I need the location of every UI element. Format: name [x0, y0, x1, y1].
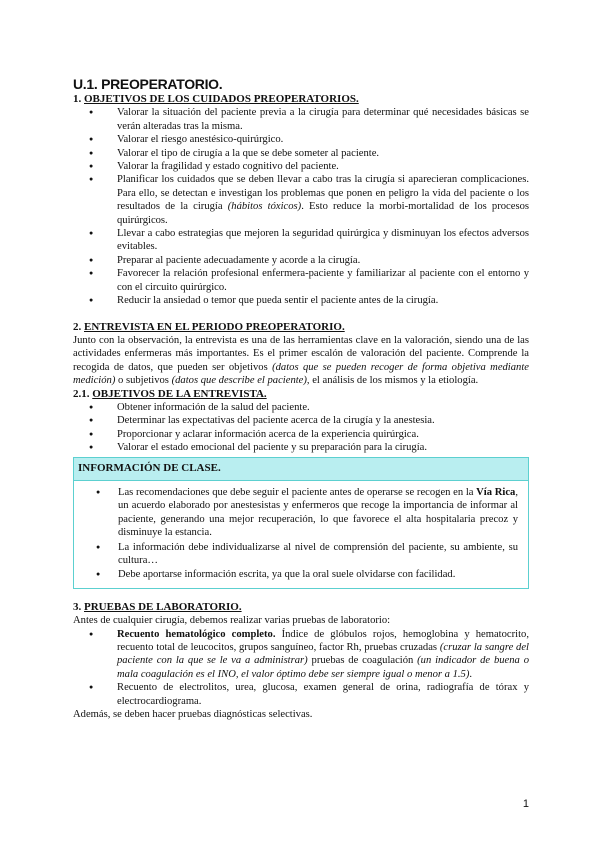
page-number: 1: [522, 798, 529, 810]
section-1-title: OBJETIVOS DE LOS CUIDADOS PREOPERATORIOS.: [84, 93, 359, 105]
class-info-heading: INFORMACIÓN DE CLASE.: [74, 458, 528, 481]
list-item: ● Valorar el tipo de cirugía a la que se debe someter al paciente.: [117, 147, 529, 160]
section-3-outro: Además, se deben hacer pruebas diagnósticas selectivas.: [73, 709, 313, 721]
class-info-list: [78, 486, 518, 582]
section-2-title: ENTREVISTA EN EL PERIODO PREOPERATORIO.: [84, 320, 345, 333]
document-title: U.1. PREOPERATORIO.: [73, 76, 223, 92]
section-1-heading: [73, 93, 529, 106]
lab-italic-2: (un indicador de buena o mala coagulación es el INO, el valor óptimo debe ser siempre igual o menor a 1.5): [117, 655, 529, 680]
section-2-heading: [73, 321, 529, 334]
list-item: ● Preparar al paciente adecuadamente y acorde a la cirugía.: [117, 254, 529, 267]
list-item: ● Favorecer la relación profesional enfermera-paciente y familiarizar al paciente con el entorno y con el circuito quirúrgico.: [117, 267, 529, 294]
para-text-c: , el análisis de los mismos y la etiología.: [306, 375, 479, 387]
info-text-a: Las recomendaciones que debe seguir el paciente antes de operarse se recogen en la: [118, 486, 477, 498]
lab-italic-1: (cruzar la sangre del paciente con la que se le va a administrar): [117, 642, 530, 667]
para-text-b: o subjetivos: [115, 375, 172, 387]
list-item: ● Obtener información de la salud del paciente.: [117, 401, 529, 414]
section-2-paragraph: [73, 334, 529, 388]
section-3-list: [73, 628, 529, 708]
section-3-heading: [73, 601, 529, 614]
lab-text-b: pruebas de coagulación: [307, 655, 418, 667]
section-3-intro: Antes de cualquier cirugía, debemos realizar varias pruebas de laboratorio:: [73, 615, 391, 627]
list-item: [117, 628, 529, 682]
list-item: ● Valorar el estado emocional del paciente y su preparación para la cirugía.: [117, 441, 529, 454]
section-3-number: 3.: [73, 600, 82, 613]
plan-text-b: . Esto reduce la morbi-mortalidad de los procesos quirúrgicos.: [117, 201, 529, 226]
list-item: ● Proporcionar y aclarar información acerca de la experiencia quirúrgica.: [117, 428, 529, 441]
section-1-list: [73, 106, 529, 307]
lab-bold: Recuento hematológico completo.: [117, 628, 276, 640]
lab-text-c: .: [469, 668, 473, 680]
list-item: [117, 173, 529, 227]
section-2-1-list: [73, 401, 529, 455]
document-page: [73, 76, 529, 721]
list-item: ● Determinar las expectativas del paciente acerca de la cirugía y la anestesia.: [117, 414, 529, 427]
section-2-1-heading: [73, 388, 529, 401]
list-item: ● Valorar la fragilidad y estado cognitivo del paciente.: [117, 160, 529, 173]
list-item: ● Recuento de electrolitos, urea, glucosa, examen general de orina, radiografía de tórax y electrocardiograma.: [117, 681, 529, 708]
para-italic-1: (datos que se pueden recoger de forma objetiva mediante medición): [73, 361, 529, 387]
section-3-title: PRUEBAS DE LABORATORIO.: [84, 600, 242, 613]
list-item: ● Reducir la ansiedad o temor que pueda sentir el paciente antes de la cirugía.: [117, 294, 529, 307]
list-item: ● Llevar a cabo estrategias que mejoren la seguridad quirúrgica y disminuyan los efectos adversos evitables.: [117, 227, 529, 254]
list-item: [118, 486, 518, 540]
info-bold: Vía Rica: [476, 486, 516, 498]
para-text-a: Junto con la observación, la entrevista es una de las herramientas clave en la valoración, siendo una de las actividades enfermeras más importantes. Es el primer escalón de valoración del paciente. Comprende la recogida de datos, que pueden ser objetivos: [73, 334, 529, 373]
info-text-b: , un acuerdo elaborado por anestesistas y enfermeros que recoge la importancia de informar al paciente, generando una mejor recuperación, lo que favorece el alta hospitalaria precoz y disminuye la estancia.: [118, 486, 518, 539]
class-info-box: [73, 457, 529, 589]
list-item: ● Valorar el riesgo anestésico-quirúrgico.: [117, 133, 529, 146]
para-italic-2: (datos que describe el paciente): [171, 375, 307, 387]
section-1-number: 1.: [73, 93, 82, 105]
section-2-1-title: OBJETIVOS DE LA ENTREVISTA.: [92, 387, 267, 400]
section-2-1-number: 2.1.: [73, 387, 90, 400]
list-item: ● Valorar la situación del paciente previa a la cirugía para determinar qué necesidades básicas se verán alteradas tras la misma.: [117, 106, 529, 133]
plan-italic: (hábitos tóxicos): [227, 201, 302, 213]
section-2-number: 2.: [73, 320, 82, 333]
plan-text-a: Planificar los cuidados que se deben llevar a cabo tras la cirugía si aparecieran complicaciones. Para ello, se detectan e investigan los problemas que ponen en peligro la vida del paciente o los resultados de la cirugía: [117, 174, 529, 213]
class-info-body: [74, 481, 528, 588]
list-item: ● La información debe individualizarse al nivel de comprensión del paciente, su ambiente, su cultura…: [118, 541, 518, 568]
list-item: ● Debe aportarse información escrita, ya que la oral suele olvidarse con facilidad.: [118, 568, 518, 581]
lab-text-a: Índice de glóbulos rojos, hemoglobina y hematocrito, recuento total de leucocitos, grupos sanguíneo, factor Rh, pruebas cruzadas: [117, 628, 529, 654]
